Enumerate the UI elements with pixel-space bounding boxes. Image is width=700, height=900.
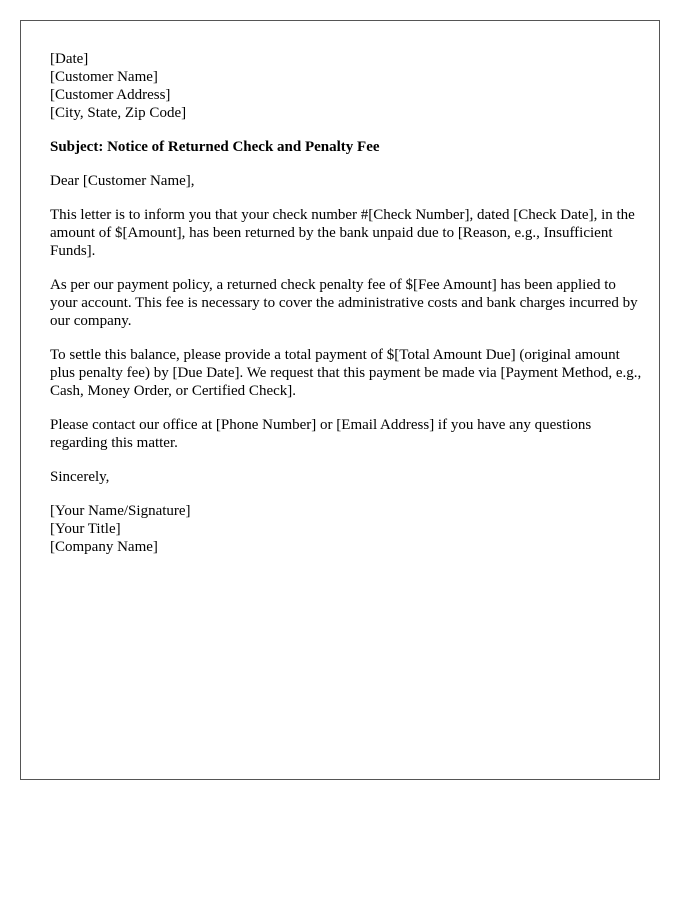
date-line: [Date] (50, 51, 89, 67)
customer-address-line: [Customer Address] (50, 87, 171, 103)
body-paragraph-3: To settle this balance, please provide a total payment of $[Total Amount Due] (original amount plus penalty fee) by [Due Date]. We request that this payment be made via [Payment Method, e.g., Cash, Money Order, or Certified Check]. (50, 347, 642, 399)
body-paragraph-4: Please contact our office at [Phone Number] or [Email Address] if you have any questions regarding this matter. (50, 417, 592, 451)
body-paragraph-1: This letter is to inform you that your check number #[Check Number], dated [Check Date], in the amount of $[Amount], has been returned by the bank unpaid due to [Reason, e.g., Insufficient Funds]. (50, 207, 635, 259)
signature-block (50, 502, 642, 556)
signature-company: [Company Name] (50, 539, 158, 555)
signature-name: [Your Name/Signature] (50, 503, 191, 519)
closing: Sincerely, (50, 469, 110, 485)
customer-name-line: [Customer Name] (50, 69, 158, 85)
city-state-zip-line: [City, State, Zip Code] (50, 105, 187, 121)
letter-page (20, 20, 660, 780)
signature-title: [Your Title] (50, 521, 121, 537)
subject-line: Subject: Notice of Returned Check and Penalty Fee (50, 139, 380, 155)
recipient-block (50, 50, 642, 122)
letter-content (50, 50, 642, 572)
body-paragraph-2: As per our payment policy, a returned check penalty fee of $[Fee Amount] has been applied to your account. This fee is necessary to cover the administrative costs and bank charges incurred by our company. (50, 277, 638, 329)
salutation: Dear [Customer Name], (50, 173, 195, 189)
